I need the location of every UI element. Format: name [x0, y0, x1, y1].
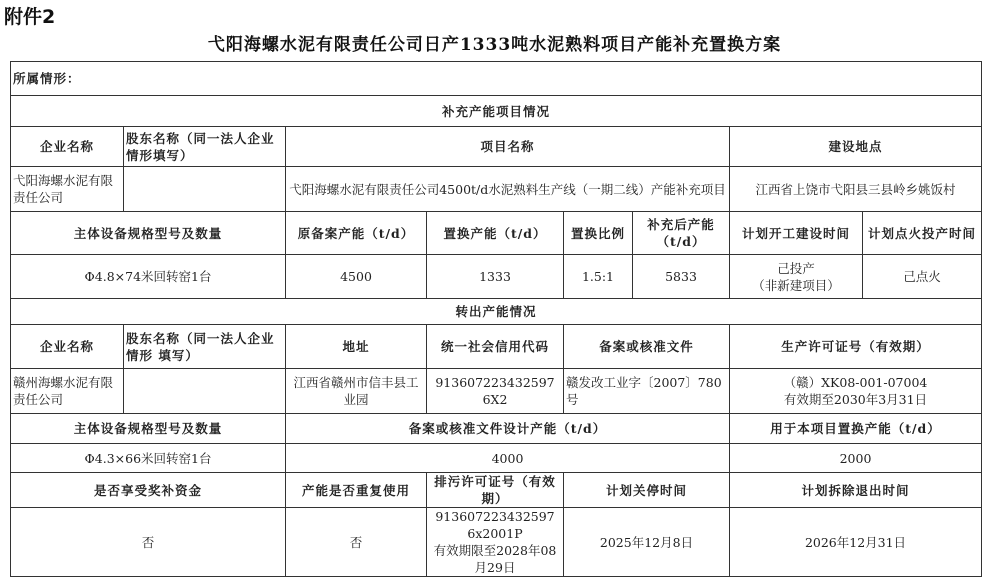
- transfer-header-license: 生产许可证号（有效期）: [730, 325, 982, 369]
- subsidy-value: 否: [11, 508, 286, 577]
- permit-line1: 913607223432597 6x2001P: [435, 509, 555, 541]
- demolish-value: 2026年12月31日: [730, 508, 982, 577]
- attachment-label: 附件2: [4, 6, 56, 28]
- header-permit: 排污许可证号（有效期）: [427, 473, 564, 508]
- supplement-after-capacity: 5833: [633, 255, 730, 299]
- header-reuse: 产能是否重复使用: [286, 473, 427, 508]
- shutdown-value: 2025年12月8日: [564, 508, 730, 577]
- transfer-header-filing-doc: 备案或核准文件: [564, 325, 730, 369]
- transfer-header-credit-code: 统一社会信用代码: [427, 325, 564, 369]
- license-line2: 有效期至2030年3月31日: [783, 392, 928, 407]
- header-equipment: 主体设备规格型号及数量: [11, 212, 286, 255]
- header-after-capacity: 补充后产能（t/d）: [633, 212, 730, 255]
- affiliation-cell: [11, 62, 982, 96]
- supplement-ratio: 1.5:1: [564, 255, 633, 299]
- transfer-equipment: Φ4.3×66米回转窑1台: [11, 444, 286, 473]
- transfer-header-company: 企业名称: [11, 325, 124, 369]
- transfer-section-title: 转出产能情况: [11, 299, 982, 325]
- document-title: 弋阳海螺水泥有限责任公司日产1333吨水泥熟料项目产能补充置换方案: [207, 35, 782, 55]
- header-company: 企业名称: [11, 127, 124, 167]
- transfer-credit-code: 913607223432597 6X2: [427, 369, 564, 414]
- header-ratio: 置换比例: [564, 212, 633, 255]
- capacity-replacement-table: [10, 61, 982, 577]
- supplement-shareholder: [124, 167, 286, 212]
- transfer-header-equipment: 主体设备规格型号及数量: [11, 414, 286, 444]
- start-time-line2: （非新建项目）: [752, 277, 840, 293]
- supplement-replace-capacity: 1333: [427, 255, 564, 299]
- supplement-start-time: [730, 255, 863, 299]
- header-orig-capacity: 原备案产能（t/d）: [286, 212, 427, 255]
- transfer-company: 赣州海螺水泥有限责任公司: [11, 369, 124, 414]
- license-line1: （赣）XK08-001-07004: [783, 375, 928, 390]
- affiliation-label: 所属情形：: [13, 71, 81, 86]
- supplement-orig-capacity: 4500: [286, 255, 427, 299]
- reuse-value: 否: [286, 508, 427, 577]
- transfer-address: 江西省赣州市信丰县工业园: [286, 369, 427, 414]
- header-shutdown: 计划关停时间: [564, 473, 730, 508]
- transfer-header-shareholder: 股东名称（同一法人企业情形 填写）: [124, 325, 286, 369]
- transfer-design-capacity: 4000: [286, 444, 730, 473]
- supplement-project-name: 弋阳海螺水泥有限责任公司4500t/d水泥熟料生产线（一期二线）产能补充项目: [286, 167, 730, 212]
- header-project-name: 项目名称: [286, 127, 730, 167]
- start-time-line1: 己投产: [777, 260, 815, 276]
- header-ignition-time: 计划点火投产时间: [863, 212, 982, 255]
- supplement-ignition-time: 己点火: [863, 255, 982, 299]
- header-demolish: 计划拆除退出时间: [730, 473, 982, 508]
- supplement-company: 弋阳海螺水泥有限责任公司: [11, 167, 124, 212]
- transfer-header-address: 地址: [286, 325, 427, 369]
- supplement-section-title: 补充产能项目情况: [11, 96, 982, 127]
- transfer-shareholder: [124, 369, 286, 414]
- transfer-license: [730, 369, 982, 414]
- header-shareholder: 股东名称（同一法人企业情形填写）: [124, 127, 286, 167]
- transfer-used-capacity: 2000: [730, 444, 982, 473]
- supplement-location: 江西省上饶市弋阳县三县岭乡姚饭村: [730, 167, 982, 212]
- header-replace-capacity: 置换产能（t/d）: [427, 212, 564, 255]
- header-location: 建设地点: [730, 127, 982, 167]
- permit-value: [427, 508, 564, 577]
- transfer-filing-doc: 赣发改工业字〔2007〕780号: [564, 369, 730, 414]
- supplement-equipment: Φ4.8×74米回转窑1台: [11, 255, 286, 299]
- header-subsidy: 是否享受奖补资金: [11, 473, 286, 508]
- transfer-header-used-capacity: 用于本项目置换产能（t/d）: [730, 414, 982, 444]
- permit-line2: 有效期限至2028年08月29日: [433, 543, 557, 575]
- transfer-header-design-capacity: 备案或核准文件设计产能（t/d）: [286, 414, 730, 444]
- header-start-time: 计划开工建设时间: [730, 212, 863, 255]
